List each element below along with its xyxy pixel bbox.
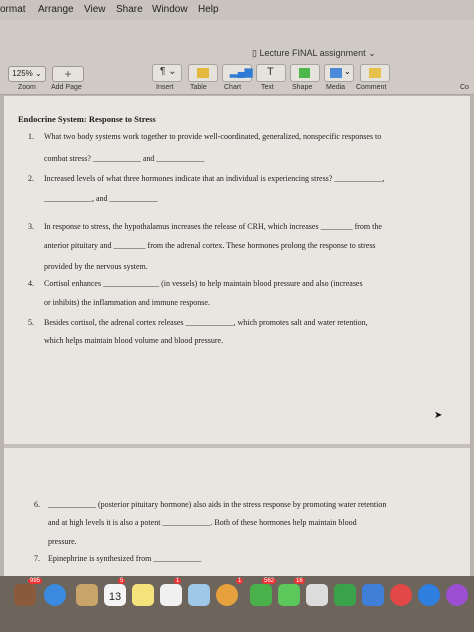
question-text: Besides cortisol, the adrenal cortex releases ____________, which promotes salt and water retention, [44,318,368,327]
question-text: ____________, and ____________ [44,194,158,203]
question-text: In response to stress, the hypothalamus increases the release of CRH, which increases ________ from the [44,222,382,231]
toolbar-label-collaborate: Co [460,84,469,91]
photos-app-icon[interactable] [14,584,36,606]
pages-icon[interactable] [306,584,328,606]
notification-badge: 562 [264,578,275,584]
toolbar-label-comment: Comment [356,84,387,91]
messages-icon[interactable] [250,584,272,606]
comment-button[interactable] [360,64,390,82]
toolbar-label-chart: Chart [224,84,242,91]
news-icon[interactable] [390,584,412,606]
table-icon [197,68,209,78]
notification-badge: 5 [120,578,124,584]
question-number: 6. [34,500,40,509]
contacts-icon[interactable] [76,584,98,606]
question-text: Cortisol enhances ______________ (in vessels) to help maintain blood pressure and also (increases [44,279,363,288]
notification-badge: 1 [176,578,180,584]
menu-arrange[interactable]: Arrange [38,4,74,15]
toolbar-label-insert: Insert [156,84,174,91]
menu-share[interactable]: Share [116,4,143,15]
question-number: 1. [28,132,34,141]
toolbar-label-zoom: Zoom [18,84,36,91]
reminders-icon[interactable] [160,584,182,606]
table-button[interactable] [188,64,218,82]
toolbar-label-media: Media [326,84,346,91]
chart-icon: ▂▄▆ [230,67,253,78]
chevron-down-icon: ⌄ [344,67,351,76]
safari-icon[interactable] [44,584,66,606]
question-text: and at high levels it is also a potent ____________. Both of these hormones help maintain blood [48,518,357,527]
toolbar-label-text: Text [261,84,274,91]
question-text: pressure. [48,537,77,546]
notes-icon[interactable] [132,584,154,606]
question-text: which helps maintain blood volume and blood pressure. [44,336,224,345]
question-text: Increased levels of what three hormones indicate that an individual is experiencing stress? ____________, [44,174,385,183]
question-text: What two body systems work together to provide well-coordinated, generalized, nonspecific responses to [44,132,382,141]
podcasts-icon[interactable] [446,584,468,606]
notification-badge: 1 [238,578,242,584]
shape-icon [299,68,310,78]
question-text: anterior pituitary and ________ from the adrenal cortex. These hormones prolong the response to stress [44,241,376,250]
numbers-icon[interactable] [334,584,356,606]
menu-help[interactable]: Help [198,4,219,15]
toolbar-label-add-page: Add Page [51,84,82,91]
add-page-button[interactable] [52,66,84,82]
page-break [4,444,470,448]
question-number: 3. [28,222,34,231]
facetime-icon[interactable] [278,584,300,606]
chart-button[interactable] [222,64,252,82]
comment-icon [369,68,381,78]
notification-badge: 995 [30,578,41,584]
media-button[interactable] [324,64,354,82]
text-button[interactable] [256,64,286,82]
text-icon: T [267,66,274,78]
zoom-select[interactable]: 125% ⌄ [8,66,46,82]
question-text: Epinephrine is synthesized from ____________ [48,554,202,563]
menu-view[interactable]: View [84,4,106,15]
maps-icon[interactable] [188,584,210,606]
music-icon[interactable] [418,584,440,606]
document-heading: Endocrine System: Response to Stress [18,114,156,124]
question-number: 7. [34,554,40,563]
question-text: provided by the nervous system. [44,262,148,271]
plus-icon: + [64,67,72,81]
chevron-down-icon[interactable]: ⌄ [365,48,376,58]
question-text: ____________ (posterior pituitary hormone) also aids in the stress response by promoting water retention [48,500,387,509]
shape-button[interactable] [290,64,320,82]
question-text: combat stress? ____________ and ____________ [44,154,205,163]
paragraph-icon: ¶ ⌄ [160,66,177,77]
question-number: 4. [28,279,34,288]
menu-bar [0,0,474,20]
insert-button[interactable] [152,64,182,82]
question-number: 5. [28,318,34,327]
question-number: 2. [28,174,34,183]
toolbar-label-shape: Shape [292,84,313,91]
menu-window[interactable]: Window [152,4,188,15]
document-title: ▯ Lecture FINAL assignment ⌄ [252,48,376,58]
document-page[interactable] [4,96,470,596]
mouse-cursor-icon: ➤ [434,410,443,421]
calendar-icon[interactable]: 13 [104,584,126,606]
toolbar-label-table: Table [190,84,207,91]
photos-icon[interactable] [216,584,238,606]
keynote-icon[interactable] [362,584,384,606]
menu-format[interactable]: ormat [0,4,26,15]
question-text: or inhibits) the inflammation and immune response. [44,298,210,307]
notification-badge: 16 [296,578,303,584]
document-icon: ▯ [252,48,260,58]
media-icon [330,68,342,78]
